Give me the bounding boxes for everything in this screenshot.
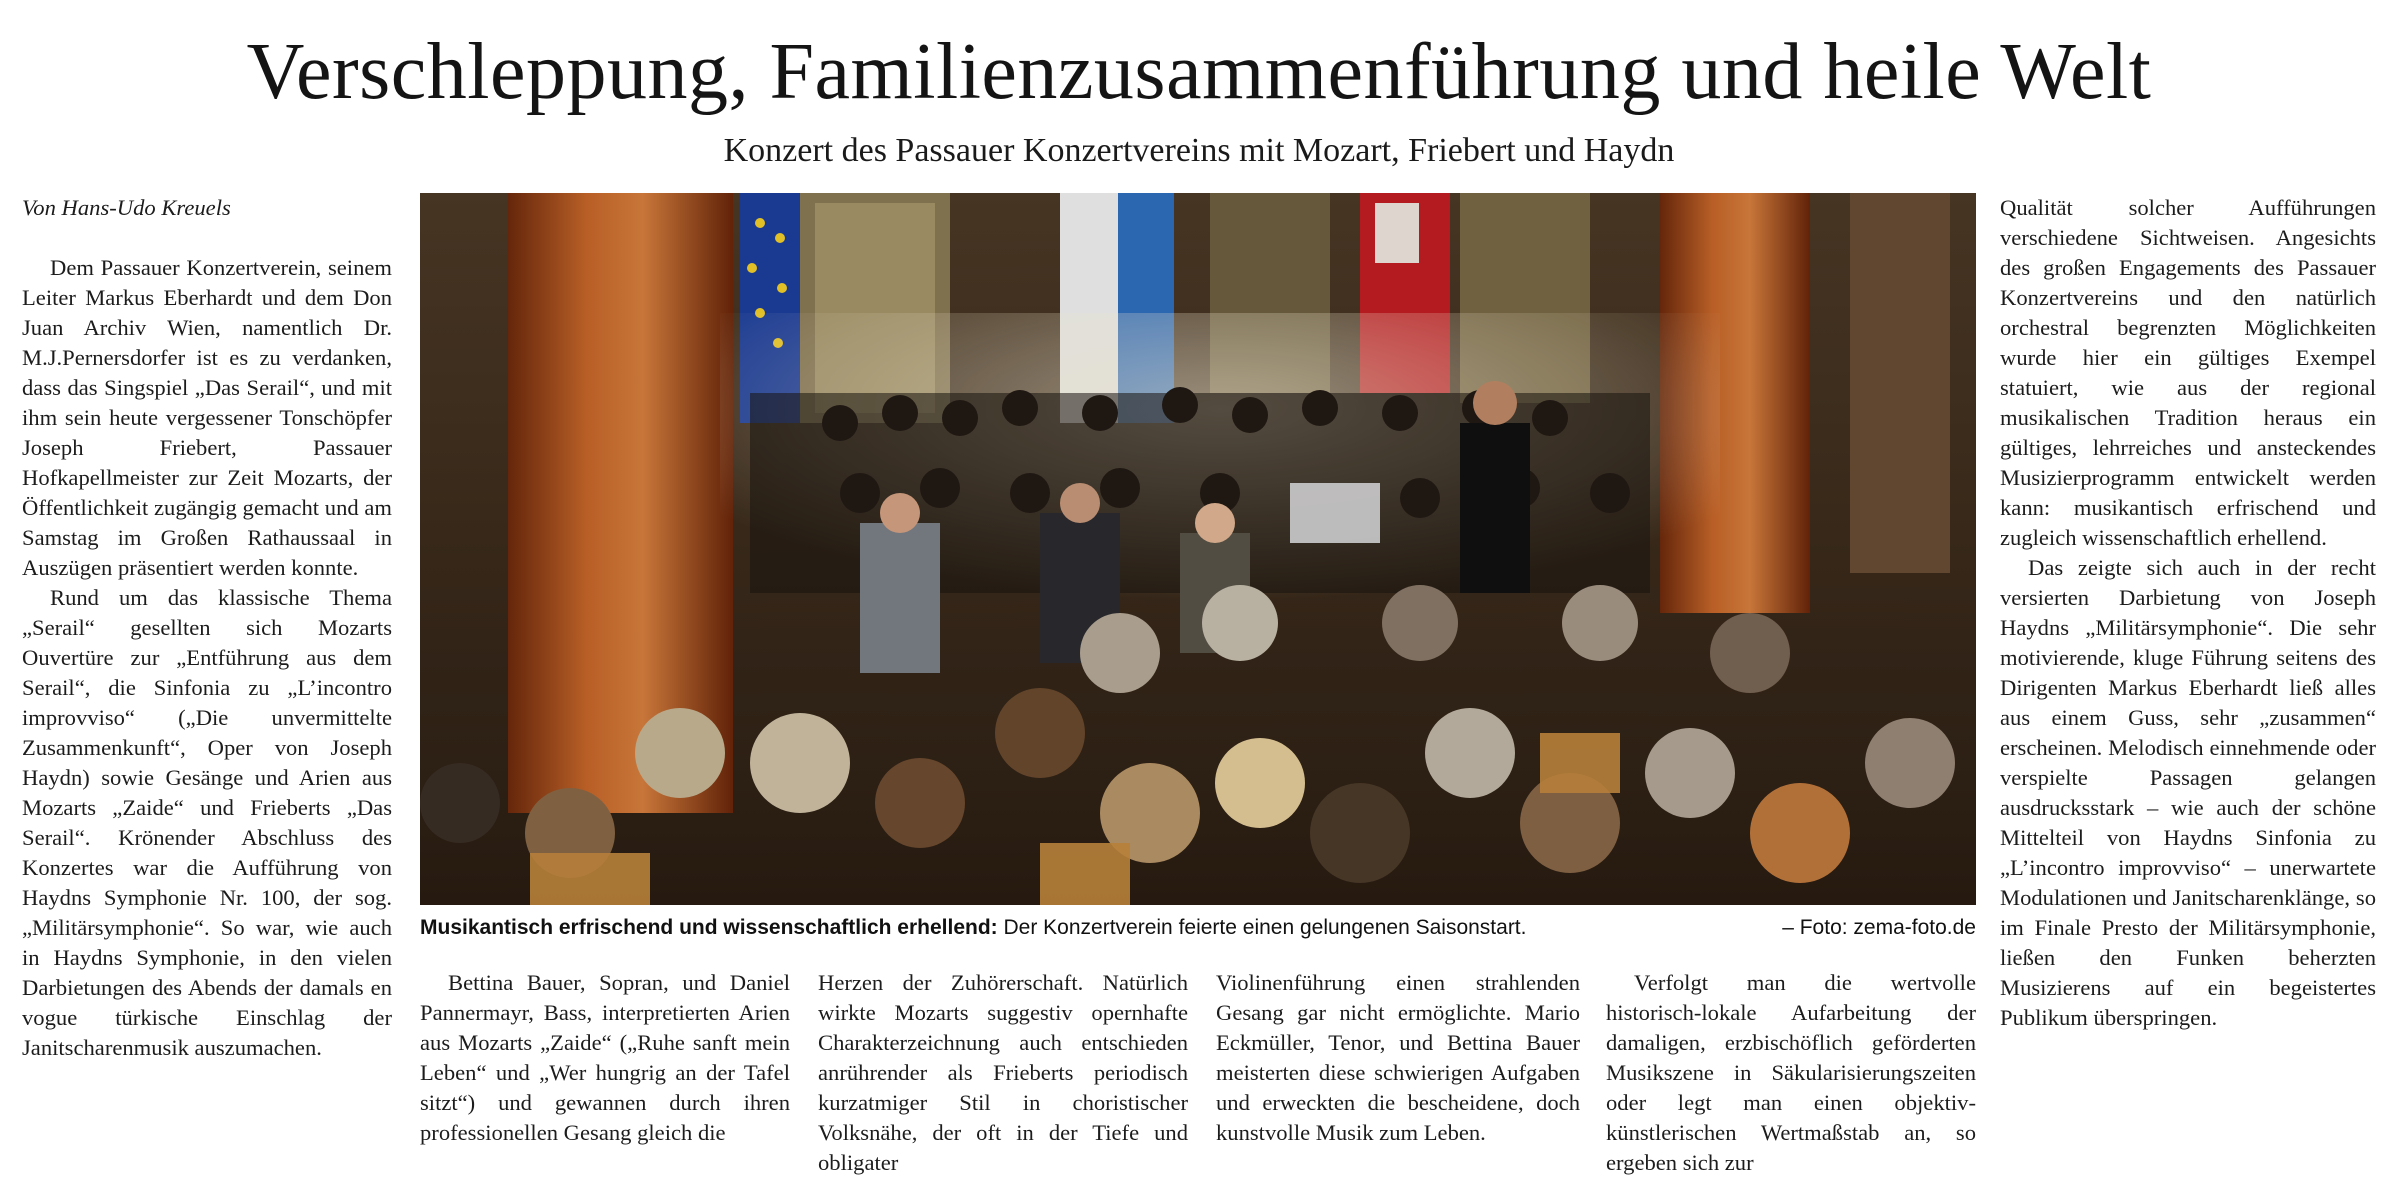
paragraph: Verfolgt man die wertvolle historisch-lokale Aufarbeitung der damaligen, erzbischöflich geförderten Musikszene in Säkularisierungszeiten oder legt man einen objektiv-künstlerischen Wertmaßstab an, so ergeben sich zur <box>1606 970 1976 1175</box>
column-6 <box>2000 193 2376 1033</box>
paragraph: Rund um das klassische Thema „Serail“ gesellten sich Mozarts Ouvertüre zur „Entführung aus dem Serail“, die Sinfonia zu „L’incontro improvviso“ („Die unvermittelte Zusammenkunft“, Oper von Joseph Haydn) sowie Gesänge und Arien aus Mozarts „Zaide“ und Frieberts „Das Serail“. Krönender Abschluss des Konzertes war die Aufführung von Haydns Symphonie Nr. 100, der sog. „Militärsymphonie“. So war, wie auch in Haydns Symphonie, in den vielen Darbietungen des Abends der damals en vogue türkische Einschlag der Janitscharenmusik auszumachen. <box>22 585 392 1060</box>
caption-text: Der Konzertverein feierte einen gelungenen Saisonstart. <box>997 916 1527 939</box>
caption-lead: Musikantisch erfrischend und wissenschaftlich erhellend: <box>420 916 998 939</box>
concert-photo <box>420 193 1976 905</box>
paragraph: Qualität solcher Aufführungen verschiedene Sichtweisen. Angesichts des großen Engagements des Passauer Konzertvereins und den natürlich orchestral begrenzten Möglichkeiten wurde hier ein gültiges Exempel statuiert, wie aus der regional musikalischen Tradition heraus ein gültiges, lehrreiches und ansteckendes Musizierprogramm entwickelt werden kann: musikantisch erfrischend und zugleich wissenschaftlich erhellend. <box>2000 195 2376 550</box>
paragraph: Dem Passauer Konzertverein, seinem Leiter Markus Eberhardt und dem Don Juan Archiv Wien, namentlich Dr. M.J.Pernersdorfer ist es zu verdanken, dass das Singspiel „Das Serail“, und mit ihm sein heute vergessener Tonschöpfer Joseph Friebert, Passauer Hofkapellmeister zur Zeit Mozarts, der Öffentlichkeit zugängig gemacht und am Samstag im Großen Rathaussaal in Auszügen präsentiert werden konnte. <box>22 255 392 580</box>
paragraph: Das zeigte sich auch in der recht versierten Darbietung von Joseph Haydns „Militärsymphonie“. Die sehr motivierende, kluge Führung seitens des Dirigenten Markus Eberhardt ließ alles aus einem Guss, sehr „zusammen“ erscheinen. Melodisch einnehmende oder verspielte Passagen gelangen ausdrucksstark – wie auch der schöne Mittelteil von Haydns Sinfonia zu „L’incontro improvviso“ – unerwartete Modulationen und Janitscharenklänge, so im Finale Presto der Militärsymphonie, ließen den Funken beherzten Musizierens auf ein begeistertes Publikum überspringen. <box>2000 555 2376 1030</box>
paragraph: Herzen der Zuhörerschaft. Natürlich wirkte Mozarts suggestiv opernhafte Charakterzeichnung auch entschieden anrührender als Frieberts periodisch kurzatmiger Stil in choristischer Volksnähe, der oft in der Tiefe und obligater <box>818 970 1188 1175</box>
photo-credit: – Foto: zema-foto.de <box>1782 916 1976 939</box>
byline: Von Hans-Udo Kreuels <box>22 195 231 220</box>
subheadline: Konzert des Passauer Konzertvereins mit Mozart, Friebert und Haydn <box>723 132 1675 169</box>
column-2 <box>420 968 790 1148</box>
column-5 <box>1606 968 1976 1178</box>
paragraph: Bettina Bauer, Sopran, und Daniel Pannermayr, Bass, interpretierten Arien aus Mozarts „Zaide“ („Ruhe sanft mein Leben“ und „Wer hungrig an der Tafel sitzt“) und gewannen durch ihren professionellen Gesang gleich die <box>420 970 790 1145</box>
column-1 <box>22 193 392 1063</box>
headline: Verschleppung, Familienzusammenführung und heile Welt <box>246 28 2152 116</box>
paragraph: Violinenführung einen strahlenden Gesang gar nicht ermöglichte. Mario Eckmüller, Tenor, und Bettina Bauer meisterten diese schwierigen Aufgaben und erweckten die bescheidene, doch kunstvolle Musik zum Leben. <box>1216 970 1580 1145</box>
photo-caption <box>420 912 1976 944</box>
column-4 <box>1216 968 1580 1148</box>
column-3 <box>818 968 1188 1178</box>
